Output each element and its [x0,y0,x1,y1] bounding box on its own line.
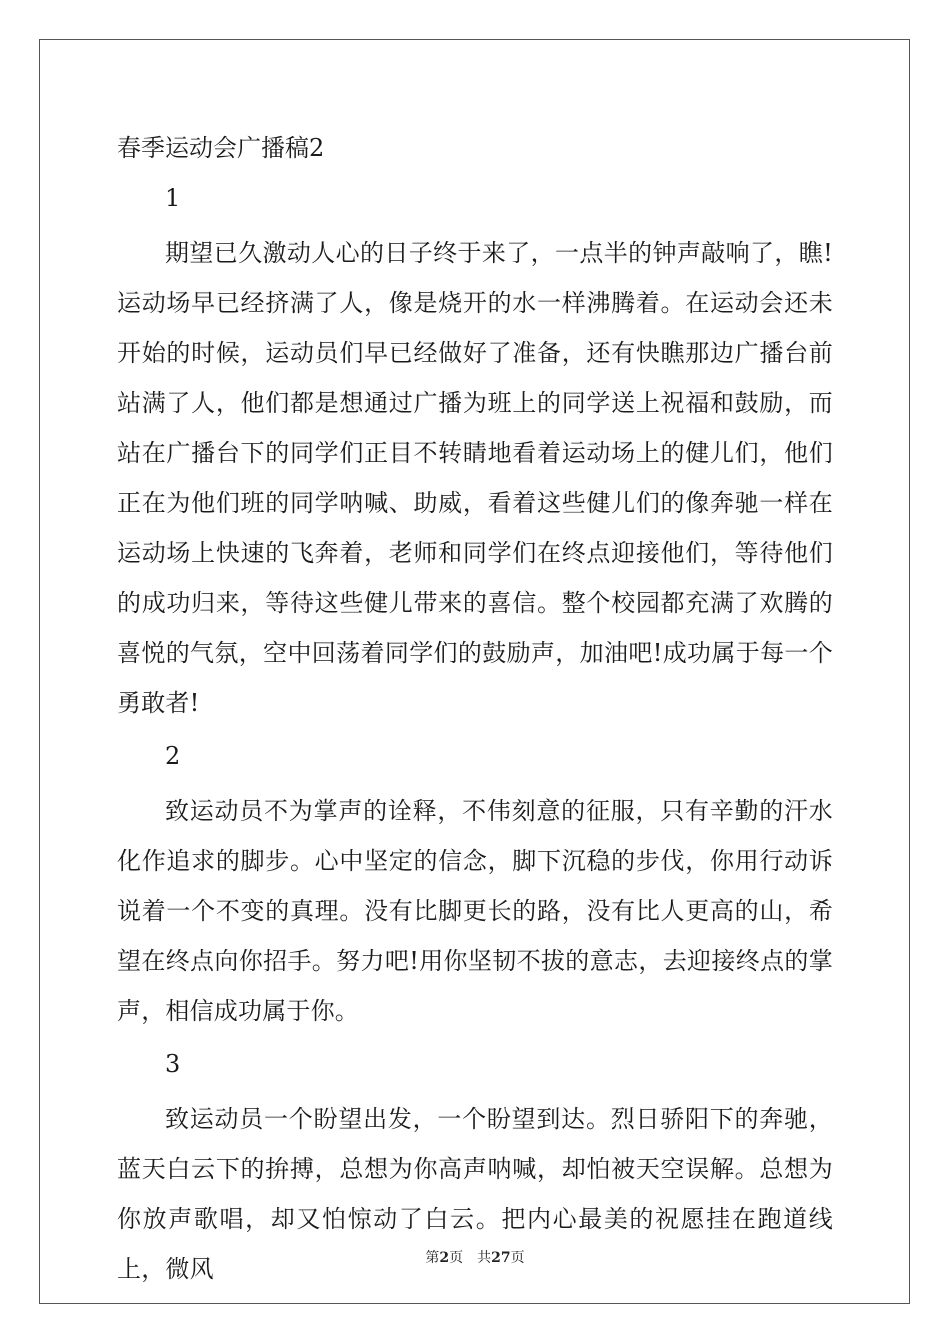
total-suffix: 页 [510,1250,525,1266]
section-number-3: 3 [165,1050,181,1078]
section-paragraph-2: 致运动员不为掌声的诠释，不伟刻意的征服，只有辛勤的汗水化作追求的脚步。心中坚定的信念，脚下沉稳的步伐，你用行动诉说着一个不变的真理。没有比脚更长的路，没有比人更高的山，希望在终点向你招手。努力吧!用你坚韧不拔的意志，去迎接终点的掌声，相信成功属于你。 [117,797,833,1025]
page-suffix: 页 [449,1250,464,1266]
total-prefix: 共 [477,1250,492,1266]
section-number-2: 2 [165,742,181,770]
page-prefix: 第 [425,1250,440,1266]
section-number-1: 1 [165,184,181,212]
document-title: 春季运动会广播稿2 [117,134,325,162]
current-page-number: 2 [439,1250,450,1266]
section-paragraph-3: 致运动员一个盼望出发，一个盼望到达。烈日骄阳下的奔驰，蓝天白云下的拚搏，总想为你高声呐喊，却怕被天空误解。总想为你放声歌唱，却又怕惊动了白云。把内心最美的祝愿挂在跑道线上，微风 [117,1105,833,1283]
section-paragraph-1: 期望已久激动人心的日子终于来了，一点半的钟声敲响了，瞧!运动场早已经挤满了人，像是烧开的水一样沸腾着。在运动会还未开始的时候，运动员们早已经做好了准备，还有快瞧那边广播台前站满了人，他们都是想通过广播为班上的同学送上祝福和鼓励，而站在广播台下的同学们正目不转睛地看着运动场上的健儿们，他们正在为他们班的同学呐喊、助威，看着这些健儿们的像奔驰一样在运动场上快速的飞奔着，老师和同学们在终点迎接他们，等待他们的成功归来，等待这些健儿带来的喜信。整个校园都充满了欢腾的喜悦的气氛，空中回荡着同学们的鼓励声，加油吧!成功属于每一个勇敢者! [117,239,833,717]
document-body [117,128,833,1302]
total-page-count: 27 [491,1250,511,1266]
page-footer [0,1248,950,1268]
